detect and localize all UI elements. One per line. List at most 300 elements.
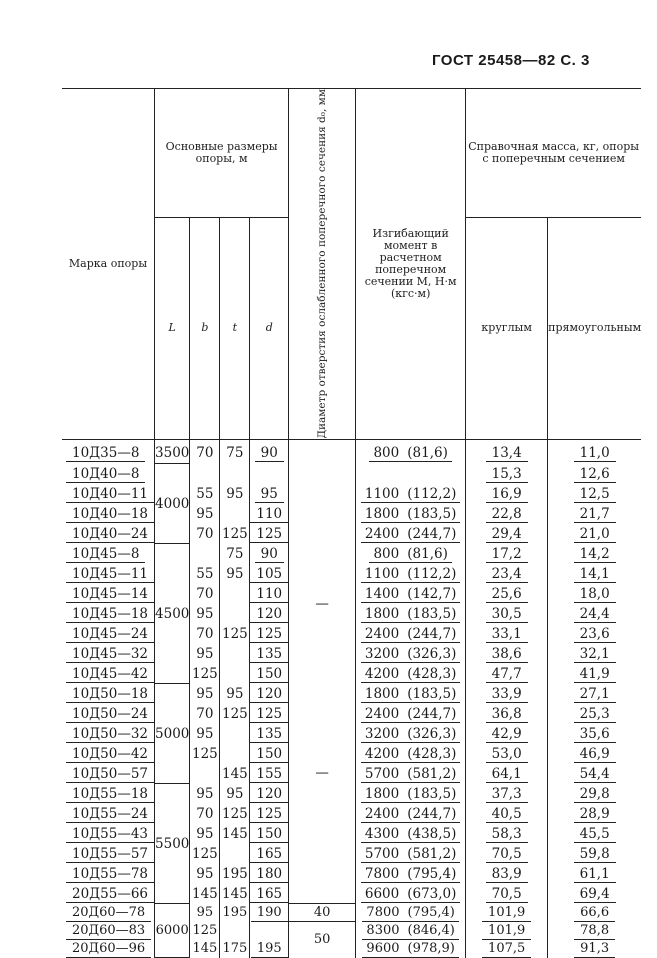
row-mass-rect: [548, 644, 641, 664]
row-mark-text: 10Д40—11: [66, 486, 154, 503]
row-t-text: 95: [226, 785, 244, 802]
row-t: [220, 464, 250, 484]
row-t: [220, 940, 250, 958]
row-moment-kgs: (244,7): [407, 705, 457, 722]
row-mass-rect-text: 21,7: [574, 506, 616, 523]
row-d-text: 135: [250, 726, 288, 743]
row-mark: [62, 644, 155, 664]
row-mark: [62, 544, 155, 564]
row-mass-round-text: 13,4: [486, 445, 528, 462]
row-d: [250, 784, 289, 804]
row-moment: [356, 644, 466, 664]
row-mark: [62, 704, 155, 724]
row-d-text: 120: [250, 786, 288, 803]
row-moment-value: 800: [373, 545, 400, 562]
row-b: [190, 684, 220, 704]
row-moment-value: 1100: [364, 565, 400, 582]
row-moment-kgs: (673,0): [407, 885, 457, 902]
row-mass-round-text: 37,3: [486, 786, 528, 803]
row-mass-rect-text: 41,9: [574, 666, 616, 683]
row-mass-round: [466, 524, 548, 544]
row-t: [220, 824, 250, 844]
row-mass-rect-text: 59,8: [574, 846, 616, 863]
row-b-text: 55: [196, 485, 214, 502]
row-mass-rect: [548, 704, 641, 724]
row-mark-text: 10Д40—18: [66, 506, 154, 523]
row-moment-value: 7800: [364, 865, 400, 882]
row-d: [250, 524, 289, 544]
row-mass-rect: [548, 904, 641, 922]
row-hole: [289, 922, 356, 958]
row-t-text: 195: [222, 905, 248, 921]
row-mass-rect: [548, 804, 641, 824]
row-moment-value: 2400: [364, 805, 400, 822]
row-hole: [289, 644, 356, 904]
row-hole: [289, 443, 356, 564]
row-d-text: 120: [250, 606, 288, 623]
row-moment: [356, 824, 466, 844]
row-mark: [62, 484, 155, 504]
row-moment: [356, 940, 466, 958]
row-t: [220, 544, 250, 564]
row-mark-text: 10Д50—18: [66, 686, 154, 703]
row-b: [190, 784, 220, 804]
row-mass-rect-text: 69,4: [574, 886, 616, 903]
row-mark-text: 10Д55—43: [66, 826, 154, 843]
row-mark-text: 10Д40—24: [66, 526, 154, 543]
row-d: [250, 704, 289, 724]
header-rect: прямоугольным: [548, 321, 642, 335]
row-d-text: 95: [255, 486, 284, 503]
row-moment-value: 1400: [364, 585, 400, 602]
row-mass-round-text: 16,9: [486, 486, 528, 503]
row-mass-rect-text: 32,1: [574, 646, 616, 663]
row-d-text: 155: [250, 766, 288, 783]
row-moment: [356, 864, 466, 884]
row-mass-round: [466, 940, 548, 958]
row-mass-rect: [548, 564, 641, 584]
row-d-text: 135: [250, 646, 288, 663]
row-mass-rect-text: 28,9: [574, 806, 616, 823]
header-mass: Справочная масса, кг, опоры с поперечным сечением: [466, 89, 641, 218]
row-mass-rect: [548, 504, 641, 524]
row-t: [220, 564, 250, 584]
row-b: [190, 884, 220, 904]
row-moment: [356, 804, 466, 824]
row-mass-round-text: 29,4: [486, 526, 528, 543]
row-d: [250, 484, 289, 504]
row-mass-round: [466, 443, 548, 464]
row-mass-rect: [548, 764, 641, 784]
row-d-text: 125: [250, 526, 288, 543]
table-row: [62, 644, 641, 664]
row-moment-kgs: (244,7): [407, 805, 457, 822]
row-moment-kgs: (326,3): [407, 645, 457, 662]
row-mass-round: [466, 684, 548, 704]
row-mass-rect-text: 27,1: [574, 686, 616, 703]
row-mass-round: [466, 904, 548, 922]
row-L-text: 4000: [155, 495, 190, 512]
row-b: [190, 940, 220, 958]
row-b: [190, 524, 220, 544]
row-mass-rect-text: 14,2: [574, 546, 616, 563]
row-b: [190, 564, 220, 584]
row-mass-round-text: 40,5: [486, 806, 528, 823]
row-mass-round: [466, 664, 548, 684]
row-d: [250, 844, 289, 864]
row-moment-value: 4300: [364, 825, 400, 842]
row-mass-rect-text: 35,6: [574, 726, 616, 743]
row-mark-text: 10Д45—18: [66, 606, 154, 623]
row-d: [250, 644, 289, 664]
row-b: [190, 704, 220, 724]
row-mark: [62, 904, 155, 922]
row-t: [220, 443, 250, 464]
row-d: [250, 724, 289, 744]
row-b-text: 95: [196, 905, 214, 921]
row-b: [190, 904, 220, 922]
row-L-text: 6000: [155, 923, 189, 939]
row-mass-rect: [548, 584, 641, 604]
row-mass-round: [466, 884, 548, 904]
row-mass-rect-text: 61,1: [574, 866, 616, 883]
row-d: [250, 684, 289, 704]
row-moment-kgs: (795,4): [407, 904, 455, 920]
row-d: [250, 584, 289, 604]
row-mass-rect-text: 12,6: [574, 466, 616, 483]
row-moment-kgs: (326,3): [407, 725, 457, 742]
row-moment: [356, 544, 466, 564]
row-mark: [62, 764, 155, 784]
row-mass-rect: [548, 724, 641, 744]
row-t: [220, 764, 250, 784]
row-d-text: 110: [250, 506, 288, 523]
row-moment-kgs: (581,2): [407, 845, 457, 862]
row-mass-round-text: 17,2: [486, 546, 528, 563]
row-mark-text: 10Д55—24: [66, 806, 154, 823]
row-b: [190, 744, 220, 764]
row-mass-rect-text: 66,6: [574, 905, 615, 922]
row-moment: [356, 604, 466, 624]
row-t: [220, 784, 250, 804]
row-d-text: 125: [250, 626, 288, 643]
row-moment-kgs: (438,5): [407, 825, 457, 842]
row-moment: [356, 904, 466, 922]
row-L: [155, 784, 190, 904]
row-moment: [356, 744, 466, 764]
row-d: [250, 922, 289, 940]
row-mass-rect: [548, 484, 641, 504]
row-mass-round-text: 25,6: [486, 586, 528, 603]
row-mark: [62, 564, 155, 584]
row-t-text: 125: [221, 625, 248, 642]
row-b-text: 95: [196, 645, 214, 662]
row-mass-rect-text: 78,8: [574, 923, 615, 940]
row-moment-value: 1100: [364, 485, 400, 502]
row-moment-kgs: (244,7): [407, 525, 457, 542]
row-mass-round-text: 33,1: [486, 626, 528, 643]
row-d: [250, 544, 289, 564]
row-moment: [356, 664, 466, 684]
row-moment-kgs: (183,5): [407, 785, 457, 802]
row-mass-round: [466, 464, 548, 484]
row-hole-text: —: [315, 765, 329, 782]
row-L-text: 4500: [155, 605, 190, 622]
row-moment-kgs: (81,6): [407, 445, 448, 462]
row-b-text: 145: [192, 941, 218, 957]
row-L-text: 5500: [155, 835, 190, 852]
header-dims: Основные размеры опоры, м: [155, 89, 289, 218]
row-t-text: 95: [226, 685, 244, 702]
row-mass-round: [466, 564, 548, 584]
row-b-text: 70: [196, 585, 214, 602]
row-mark-text: 20Д60—83: [66, 923, 151, 940]
row-t-text: 145: [221, 885, 248, 902]
row-t: [220, 584, 250, 604]
row-b: [190, 844, 220, 864]
row-moment-kgs: (846,4): [407, 922, 455, 938]
row-b-text: 95: [196, 725, 214, 742]
row-mass-round: [466, 764, 548, 784]
row-mass-round: [466, 804, 548, 824]
row-mark: [62, 864, 155, 884]
row-moment-value: 1800: [364, 685, 400, 702]
row-d: [250, 804, 289, 824]
row-mass-rect-text: 18,0: [574, 586, 616, 603]
row-t: [220, 644, 250, 664]
row-moment-kgs: (112,2): [407, 485, 457, 502]
row-b-text: 95: [196, 505, 214, 522]
row-mass-rect: [548, 544, 641, 564]
row-t: [220, 744, 250, 764]
row-mass-rect-text: 54,4: [574, 766, 616, 783]
row-mark: [62, 940, 155, 958]
row-d-text: 90: [255, 445, 284, 462]
row-b: [190, 664, 220, 684]
row-d-text: 105: [250, 566, 288, 583]
row-moment-kgs: (428,3): [407, 745, 457, 762]
row-mass-rect: [548, 624, 641, 644]
row-mark: [62, 824, 155, 844]
row-t-text: 125: [221, 705, 248, 722]
row-b: [190, 864, 220, 884]
row-d-text: 125: [250, 706, 288, 723]
row-t: [220, 704, 250, 724]
row-moment: [356, 484, 466, 504]
row-t: [220, 844, 250, 864]
row-d-text: 150: [250, 666, 288, 683]
row-mark: [62, 443, 155, 464]
row-d: [250, 744, 289, 764]
row-mass-rect: [548, 784, 641, 804]
row-mark-text: 20Д60—78: [66, 905, 151, 922]
row-moment-value: 2400: [364, 705, 400, 722]
row-mass-rect-text: 45,5: [574, 826, 616, 843]
row-mass-round: [466, 584, 548, 604]
row-t-text: 75: [226, 445, 244, 462]
row-d: [250, 664, 289, 684]
row-mark: [62, 664, 155, 684]
row-mass-round-text: 58,3: [486, 826, 528, 843]
row-mass-round-text: 53,0: [486, 746, 528, 763]
row-mass-rect: [548, 664, 641, 684]
row-d: [250, 824, 289, 844]
row-moment-value: 5700: [364, 845, 400, 862]
header-round: круглым: [466, 217, 548, 439]
row-mass-round-text: 64,1: [486, 766, 528, 783]
row-b: [190, 824, 220, 844]
row-mark-text: 10Д50—24: [66, 706, 154, 723]
row-moment-value: 2400: [364, 625, 400, 642]
row-t-text: 75: [226, 545, 244, 562]
row-b-text: 55: [196, 565, 214, 582]
row-moment-value: 3200: [364, 725, 400, 742]
row-moment: [356, 724, 466, 744]
row-b: [190, 484, 220, 504]
row-d-text: 195: [251, 941, 288, 958]
row-L: [155, 904, 190, 958]
row-mark-text: 10Д55—78: [66, 866, 154, 883]
row-moment-kgs: (142,7): [407, 585, 457, 602]
row-b: [190, 724, 220, 744]
row-mass-round-text: 42,9: [486, 726, 528, 743]
row-mark-text: 10Д50—57: [66, 766, 154, 783]
header-L: L: [155, 217, 190, 439]
page-header: ГОСТ 25458—82 С. 3: [432, 52, 590, 69]
row-t: [220, 804, 250, 824]
row-d: [250, 564, 289, 584]
row-hole: [289, 904, 356, 922]
row-t: [220, 484, 250, 504]
row-d: [250, 764, 289, 784]
header-d: d: [250, 217, 289, 439]
row-moment-kgs: (244,7): [407, 625, 457, 642]
row-mark: [62, 804, 155, 824]
row-mark-text: 10Д50—32: [66, 726, 154, 743]
row-mass-round: [466, 844, 548, 864]
row-moment-kgs: (112,2): [407, 565, 457, 582]
row-d-text: 120: [250, 686, 288, 703]
row-mark: [62, 584, 155, 604]
row-mass-round-text: 101,9: [482, 923, 531, 940]
row-moment: [356, 704, 466, 724]
row-moment-value: 4200: [364, 665, 400, 682]
row-b-text: 95: [196, 865, 214, 882]
row-d-text: 125: [250, 806, 288, 823]
row-b: [190, 922, 220, 940]
row-mass-round-text: 70,5: [486, 886, 528, 903]
row-mark-text: 10Д55—18: [66, 786, 154, 803]
row-b-text: 95: [196, 825, 214, 842]
row-mark-text: 10Д45—42: [66, 666, 154, 683]
row-d: [250, 504, 289, 524]
header-moment: Изгибающий момент в расчетном поперечном сечении M, Н·м (кгс·м): [356, 89, 466, 440]
row-d: [250, 864, 289, 884]
row-L-text: 5000: [155, 725, 190, 742]
row-mass-round: [466, 704, 548, 724]
row-mass-rect: [548, 884, 641, 904]
row-mass-rect-text: 46,9: [574, 746, 616, 763]
row-mass-round-text: 30,5: [486, 606, 528, 623]
row-b: [190, 443, 220, 464]
row-b: [190, 764, 220, 784]
row-d-text: 90: [255, 546, 284, 563]
row-mark: [62, 844, 155, 864]
row-moment-value: 6600: [364, 885, 400, 902]
row-b: [190, 604, 220, 624]
row-mark: [62, 922, 155, 940]
row-mass-round: [466, 744, 548, 764]
row-moment: [356, 884, 466, 904]
row-moment-kgs: (183,5): [407, 685, 457, 702]
row-mark-text: 20Д60—96: [66, 941, 151, 958]
row-moment: [356, 443, 466, 464]
row-d: [250, 940, 289, 958]
table-row: [62, 922, 641, 940]
row-b: [190, 644, 220, 664]
row-b-text: 70: [196, 805, 214, 822]
row-mark-text: 10Д50—42: [66, 746, 154, 763]
row-mark-text: 10Д45—8: [66, 546, 145, 563]
row-b-text: 95: [196, 685, 214, 702]
row-t-text: 175: [222, 941, 248, 957]
row-t-text: 95: [226, 565, 244, 582]
row-d-text: 180: [250, 866, 288, 883]
row-mass-rect-text: 23,6: [574, 626, 616, 643]
row-mark-text: 10Д35—8: [66, 445, 145, 462]
row-mass-round-text: 15,3: [486, 466, 528, 483]
row-mass-round-text: 47,7: [486, 666, 528, 683]
row-b-text: 70: [196, 625, 214, 642]
row-mass-round: [466, 922, 548, 940]
row-mass-round: [466, 724, 548, 744]
row-moment-value: 1800: [364, 785, 400, 802]
row-b: [190, 464, 220, 484]
row-t: [220, 524, 250, 544]
row-t: [220, 604, 250, 624]
row-moment-value: 5700: [364, 765, 400, 782]
row-b: [190, 504, 220, 524]
row-moment-value: 2400: [364, 525, 400, 542]
row-L: [155, 443, 190, 464]
row-b: [190, 544, 220, 564]
row-mark-text: 10Д45—32: [66, 646, 154, 663]
row-b-text: 70: [196, 445, 214, 462]
row-mass-rect-text: 29,8: [574, 786, 616, 803]
row-b-text: 95: [196, 785, 214, 802]
row-hole: [289, 564, 356, 644]
row-mass-rect-text: 11,0: [574, 445, 616, 462]
row-moment: [356, 564, 466, 584]
row-mass-round-text: 38,6: [486, 646, 528, 663]
row-t-text: 145: [221, 825, 248, 842]
row-moment-kgs: (183,5): [407, 605, 457, 622]
row-b: [190, 624, 220, 644]
row-mass-rect-text: 21,0: [574, 526, 616, 543]
row-L: [155, 464, 190, 544]
row-d: [250, 604, 289, 624]
row-mass-round: [466, 784, 548, 804]
row-t: [220, 884, 250, 904]
row-moment: [356, 684, 466, 704]
row-moment-value: 800: [373, 445, 400, 462]
header-t: t: [220, 217, 250, 439]
row-b-text: 95: [196, 605, 214, 622]
row-d: [250, 884, 289, 904]
row-mass-round: [466, 504, 548, 524]
row-mass-round-text: 107,5: [482, 941, 531, 958]
row-moment: [356, 504, 466, 524]
